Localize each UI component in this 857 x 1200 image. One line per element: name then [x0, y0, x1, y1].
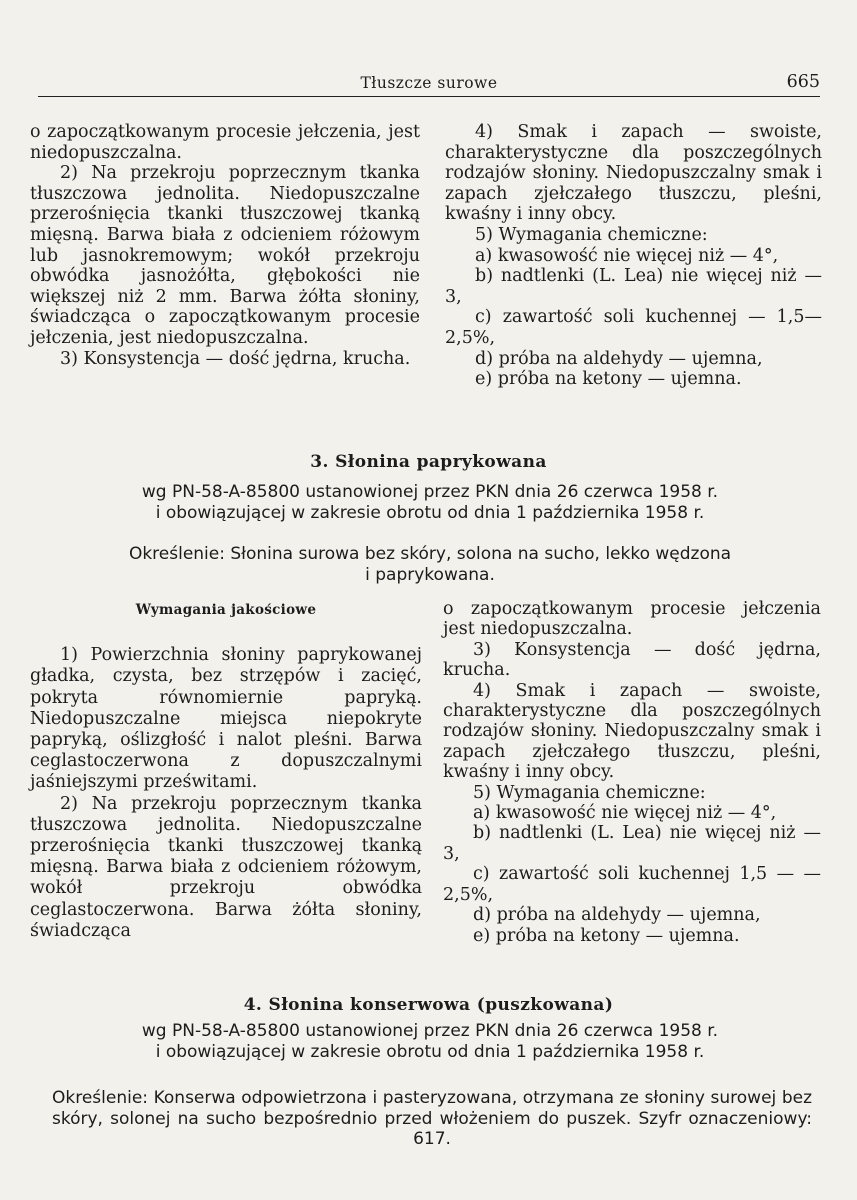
paragraph: 4) Smak i zapach — swoiste, charakterystyczne dla poszczególnych rodzajów słoniny. Niedopuszczalny smak i zapach zjełczałego tłuszczu, pleśni, kwaśny i inny obcy.	[443, 680, 821, 783]
definition: Określenie: Konserwa odpowietrzona i pasteryzowana, otrzymana ze słoniny surowej bez skóry, solonej na sucho bezpośrednio przed włożeniem do puszek. Szyfr oznaczeniowy: 617.	[52, 1088, 812, 1149]
paragraph: 4) Smak i zapach — swoiste, charakterystyczne dla poszczególnych rodzajów słoniny. Niedopuszczalny smak i zapach zjełczałego tłuszczu, pleśni, kwaśny i inny obcy.	[445, 122, 822, 225]
running-title: Tłuszcze surowe	[360, 74, 498, 92]
paragraph: 3) Konsystencja — dość jędrna, krucha.	[443, 639, 821, 681]
standard-reference	[40, 482, 820, 523]
paragraph: e) próba na ketony — ujemna.	[473, 925, 740, 946]
paragraph: 3) Konsystencja — dość jędrna, krucha.	[60, 348, 411, 369]
section2-right-column	[445, 122, 822, 390]
paragraph: 2) Na przekroju poprzecznym tkanka tłuszczowa jednolita. Niedopuszczalne przerośnięcia tkanki tłuszczowej tkanką mięsną. Barwa biała z odcieniem różowym, wokół przekroju obwódka ceglastoczerwona. Barwa żółta słoniny, świadcząca	[30, 793, 422, 941]
standard-line: wg PN-58-A-85800 ustanowionej przez PKN dnia 26 czerwca 1958 r.	[141, 1021, 719, 1041]
section-title: 3. Słonina paprykowana	[310, 452, 547, 472]
paragraph: o zapoczątkowanym procesie jełczenia jest niedopuszczalna.	[443, 599, 821, 640]
paragraph: d) próba na aldehydy — ujemna,	[473, 905, 761, 926]
paragraph: a) kwasowość nie więcej niż — 4°,	[475, 245, 779, 266]
paragraph: b) nadtlenki (L. Lea) nie więcej niż — 3,	[443, 823, 821, 864]
standard-line: wg PN-58-A-85800 ustanowionej przez PKN dnia 26 czerwca 1958 r.	[141, 482, 719, 502]
quality-heading: Wymagania jakościowe	[135, 602, 317, 618]
section2-left-column	[30, 122, 420, 369]
paragraph: a) kwasowość nie więcej niż — 4°,	[473, 803, 777, 824]
running-header	[38, 70, 820, 97]
paragraph: c) zawartość soli kuchennej — 1,5—2,5%,	[445, 307, 822, 348]
standard-line: i obowiązującej w zakresie obrotu od dnia 1 października 1958 r.	[155, 1041, 705, 1062]
paragraph: 5) Wymagania chemiczne:	[475, 224, 708, 245]
definition-line: i paprykowana.	[365, 564, 495, 585]
definition-line: Określenie: Słonina surowa bez skóry, solona na sucho, lekko wędzona	[128, 544, 732, 564]
paragraph: d) próba na aldehydy — ujemna,	[475, 348, 763, 369]
section3-right-column	[443, 599, 821, 946]
paragraph: o zapoczątkowanym procesie jełczenia, jest niedopuszczalna.	[30, 122, 420, 163]
page-number: 665	[786, 72, 820, 92]
paragraph: 2) Na przekroju poprzecznym tkanka tłuszczowa jednolita. Niedopuszczalne przerośnięcia tkanki tłuszczowej tkanką mięsną. Barwa biała z odcieniem różowym lub jasnokremowym; wokół przekroju obwódka jasnożółta, głębokości nie większej niż 2 mm. Barwa żółta słoniny, świadcząca o zapoczątkowanym procesie jełczenia, jest niedopuszczalna.	[30, 163, 420, 348]
section3-left-column	[30, 600, 422, 942]
paragraph: 1) Powierzchnia słoniny paprykowanej gładka, czysta, bez strzępów i zacięć, pokryta równomiernie papryką. Niedopuszczalne miejsca niepokryte papryką, oślizgłość i nalot pleśni. Barwa ceglastoczerwona z dopuszczalnymi jaśniejszymi prześwitami.	[30, 645, 422, 793]
definition	[40, 544, 820, 585]
paragraph: b) nadtlenki (L. Lea) nie więcej niż — 3,	[445, 266, 822, 307]
section-title: 4. Słonina konserwowa (puszkowana)	[243, 995, 614, 1015]
paragraph: c) zawartość soli kuchennej 1,5 — —2,5%,	[443, 864, 821, 905]
paragraph: e) próba na ketony — ujemna.	[475, 369, 742, 390]
paragraph: 5) Wymagania chemiczne:	[473, 782, 706, 803]
standard-line: i obowiązującej w zakresie obrotu od dnia 1 października 1958 r.	[155, 502, 705, 523]
standard-reference	[40, 1021, 820, 1062]
